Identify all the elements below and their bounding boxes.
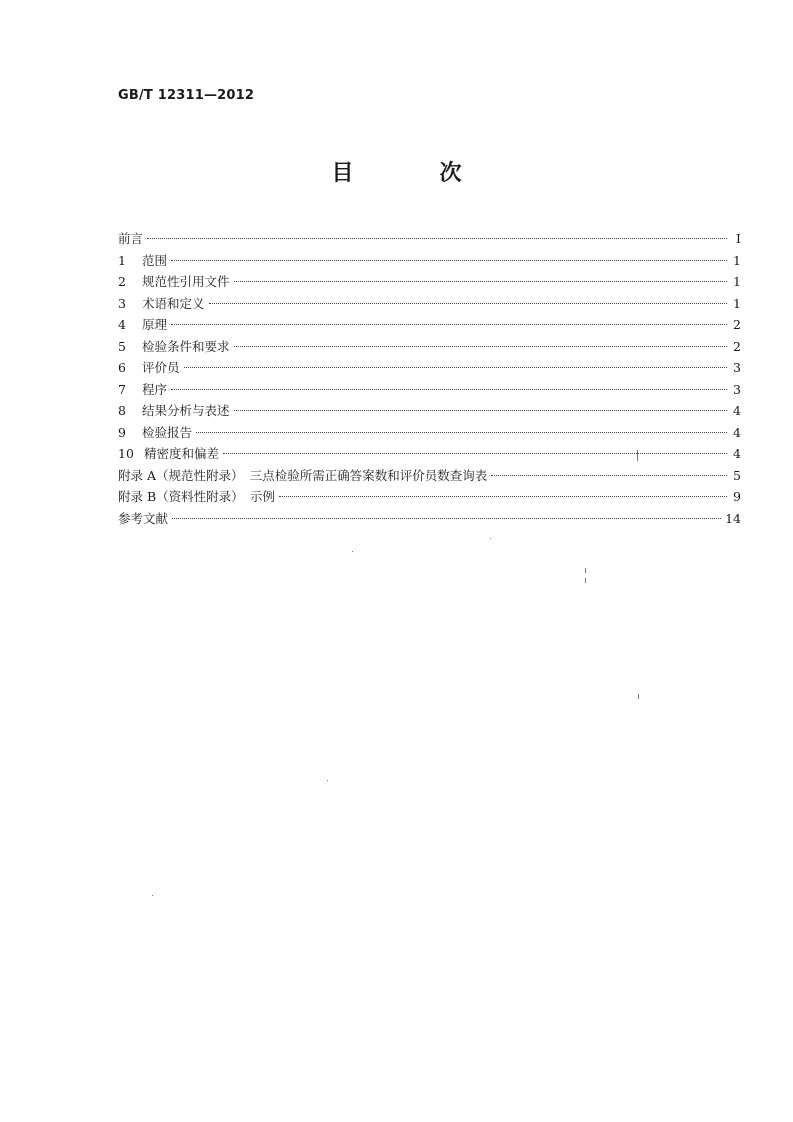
toc-entry-label: 术语和定义	[142, 295, 205, 311]
toc-entry-number: 4	[118, 317, 126, 332]
toc-title: 目 次	[331, 161, 494, 186]
toc-entry-annex-b[interactable]	[118, 486, 741, 508]
toc-entry-label: 附录 A（规范性附录） 三点检验所需正确答案数和评价员数查询表	[118, 467, 488, 483]
toc-entry-scope[interactable]	[118, 250, 741, 272]
toc-entry-label: 范围	[142, 252, 168, 268]
toc-page-number: 3	[733, 360, 741, 375]
scan-speck	[637, 450, 638, 461]
scan-speck	[638, 694, 639, 699]
toc-page-number: 1	[733, 295, 741, 311]
toc-leader-dots	[196, 432, 727, 433]
toc-entry-number: 3	[118, 295, 126, 311]
toc-leader-dots	[147, 238, 727, 239]
toc-entry-assessors[interactable]	[118, 357, 741, 379]
toc-leader-dots	[171, 260, 727, 261]
toc-leader-dots	[209, 303, 727, 304]
toc-entry-number: 2	[118, 274, 126, 289]
toc-entry-label: 评价员	[142, 360, 180, 375]
toc-entry-normative-references[interactable]	[118, 271, 741, 293]
toc-page-number: 1	[733, 252, 741, 268]
toc-entry-label: 检验报告	[142, 424, 193, 440]
toc-entry-label: 程序	[142, 381, 168, 397]
toc-leader-dots	[184, 367, 727, 368]
toc-leader-dots	[279, 496, 727, 497]
toc-page-number: 4	[733, 403, 741, 418]
toc-leader-dots	[172, 518, 721, 519]
toc-page-number: 1	[733, 274, 741, 289]
toc-entry-number: 5	[118, 338, 126, 354]
toc-entry-number: 6	[118, 360, 126, 375]
toc-entry-number: 8	[118, 403, 126, 418]
toc-entry-number: 10	[118, 446, 134, 461]
toc-leader-dots	[223, 453, 727, 454]
toc-entry-procedure[interactable]	[118, 379, 741, 401]
toc-page-number: 5	[733, 467, 741, 483]
toc-entry-annex-a[interactable]	[118, 465, 741, 487]
toc-page-number: Ⅰ	[736, 231, 741, 246]
toc-page-number: 3	[733, 381, 741, 397]
scan-speck	[490, 538, 491, 539]
toc-page-number: 2	[733, 317, 741, 332]
toc-entry-results-analysis[interactable]	[118, 400, 741, 422]
toc-entry-number: 1	[118, 252, 126, 268]
toc-page-number: 2	[733, 338, 741, 354]
toc-entry-precision-bias[interactable]	[118, 443, 741, 465]
toc-entry-test-report[interactable]	[118, 422, 741, 444]
toc-entry-foreword[interactable]	[118, 228, 741, 250]
toc-entry-bibliography[interactable]	[118, 508, 741, 530]
toc-entry-label: 附录 B（资料性附录） 示例	[118, 489, 275, 504]
toc-entry-label: 参考文献	[118, 510, 169, 526]
standard-code: GB/T 12311—2012	[118, 88, 255, 103]
toc-entry-terms-definitions[interactable]	[118, 293, 741, 315]
toc-entry-number: 9	[118, 424, 126, 440]
toc-entry-label: 结果分析与表述	[142, 403, 230, 418]
toc-entry-label: 规范性引用文件	[142, 274, 230, 289]
toc-entry-label: 精密度和偏差	[144, 446, 220, 461]
toc-leader-dots	[491, 475, 727, 476]
toc-page-number: 9	[733, 489, 741, 504]
toc-page-number: 4	[733, 446, 741, 461]
scan-speck	[327, 780, 328, 781]
toc-entry-principle[interactable]	[118, 314, 741, 336]
scan-speck	[585, 578, 586, 583]
toc-leader-dots	[234, 346, 727, 347]
toc-entry-label: 原理	[142, 317, 168, 332]
scan-speck	[585, 568, 586, 573]
toc-entry-test-conditions[interactable]	[118, 336, 741, 358]
toc-page-number: 14	[725, 510, 741, 526]
table-of-contents	[118, 228, 741, 529]
toc-entry-label: 前言	[118, 231, 144, 246]
scan-speck	[152, 895, 153, 896]
toc-leader-dots	[234, 281, 727, 282]
toc-entry-number: 7	[118, 381, 126, 397]
toc-page-number: 4	[733, 424, 741, 440]
toc-entry-label: 检验条件和要求	[142, 338, 230, 354]
toc-leader-dots	[171, 389, 727, 390]
scan-speck	[352, 551, 353, 552]
toc-leader-dots	[234, 410, 727, 411]
toc-leader-dots	[171, 324, 727, 325]
